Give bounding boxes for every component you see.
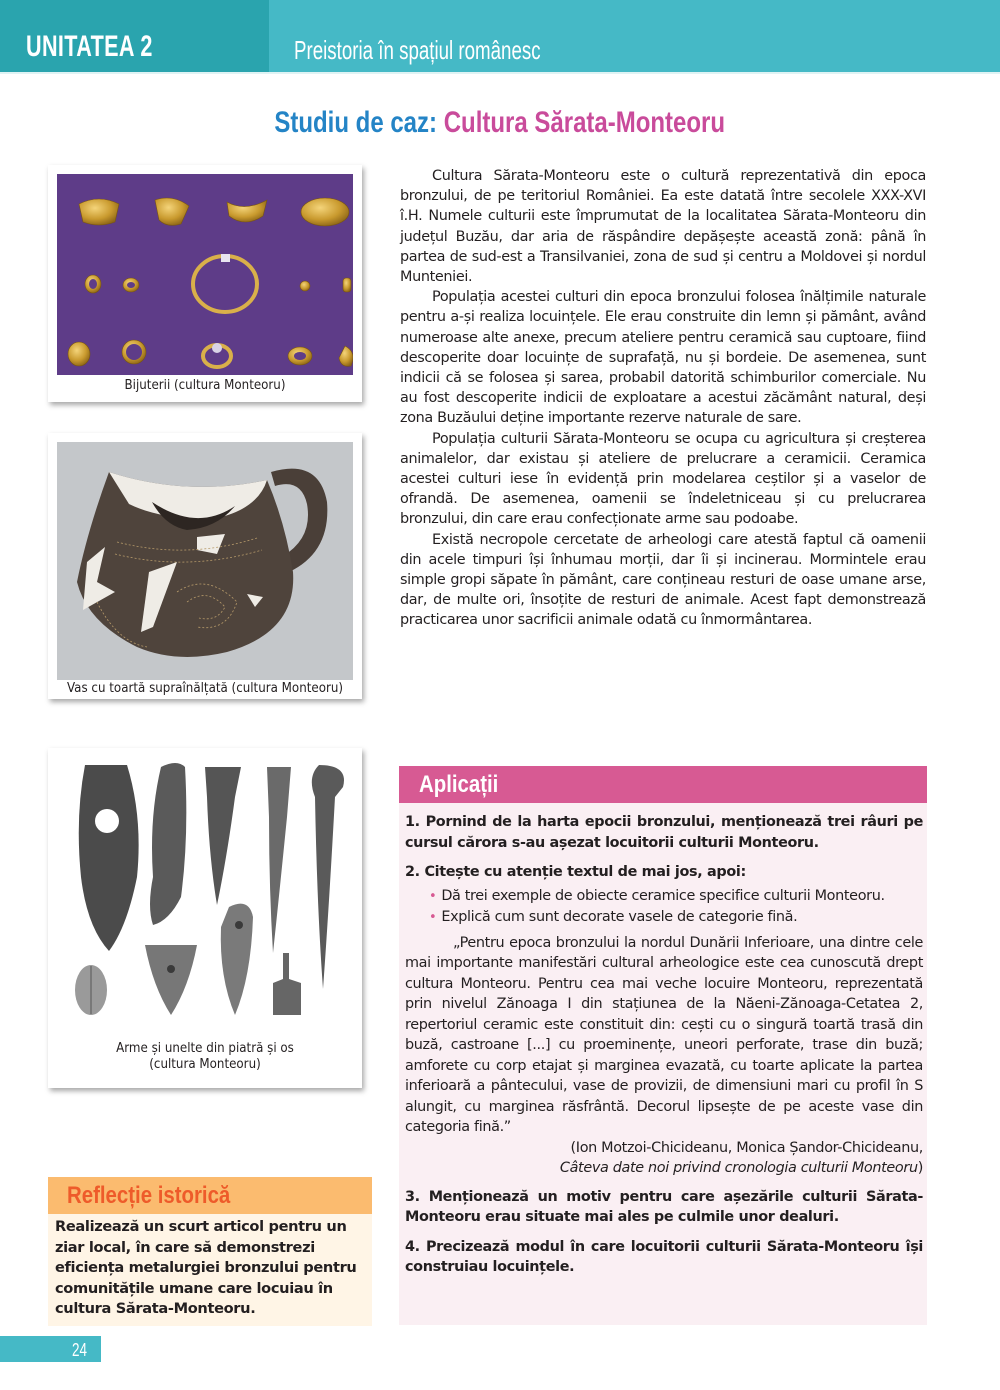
figure-caption: Vas cu toartă supraînălțată (cultura Monteoru) (66, 680, 344, 696)
bullet-icon: • (429, 910, 437, 925)
caption-line-1: Arme și unelte din piatră și os (116, 1040, 294, 1056)
tools-illustration (57, 757, 353, 1037)
reflection-heading: Reflecție istorică (67, 1182, 231, 1209)
question-1: 1. Pornind de la harta epocii bronzului, menționează trei râuri pe cursul cărora s-au așezat locuitorii culturii Monteoru. (405, 814, 923, 851)
jewelry-illustration (57, 174, 353, 375)
source-authors: (Ion Motzoi-Chicideanu, Monica Șandor-Chicideanu, (570, 1139, 923, 1156)
historical-quote (405, 933, 923, 1138)
applications-heading: Aplicații (419, 771, 499, 798)
question-4: 4. Precizează modul în care locuitorii culturii Sărata-Monteoru își construiau locuințele. (405, 1238, 923, 1275)
case-study-text (400, 166, 926, 631)
figure-jewelry (48, 165, 362, 402)
page-number: 24 (72, 1340, 88, 1360)
applications-header (399, 766, 927, 803)
caption-line-2: (cultura Monteoru) (149, 1056, 261, 1072)
tools-drawing (57, 757, 353, 1037)
body-paragraph: Populația acestei culturi din epoca bronzului folosea înălțimile naturale pentru a-și realiza locuințele. Ele erau construite din lemn și pământ, având numeroase alte anexe, precum ateliere pentru ceramică sau cuptoare, fiind descoperite doar locuințe de suprafață, nu și bordeie. De asemenea, sunt indicii că se folosea și sarea, probabil datorită schimburilor comerciale. Nu au fost descoperite indicii de exploatare a acestui zăcământ natural, deși zona Buzăului deține importante rezerve naturale de sare. (400, 289, 926, 427)
body-paragraph: Cultura Sărata-Monteoru este o cultură reprezentativă din epoca bronzului, de pe teritoriul României. Ea este datată între secolele XXX-XVI î.H. Numele culturii este împrumutat de la localitatea Sărata-Monteoru din județul Buzău, dar aria de răspândire depășește această zonă: până în partea de sud-est a Transilvaniei, zona de sud și centru a Moldovei și nordul Munteniei. (400, 168, 926, 286)
source-close: ) (917, 1160, 923, 1176)
page-title (0, 106, 1000, 140)
body-paragraph: Există necropole cercetate de arheologi care atestă faptul că oamenii din acele timpuri își înhumau morții, dar îi și incinerau. Mormintele erau simple gropi săpate în pământ, care conțineau resturi de oase umane arse, dar, de multe ori, însoțite de resturi de animale. Acest fapt demonstrează practicarea unor sacrificii animale odată cu înmormântarea. (400, 531, 926, 629)
figure-caption: Bijuterii (cultura Monteoru) (124, 377, 286, 393)
figure-vessel (48, 433, 362, 699)
vessel-illustration (57, 442, 353, 680)
reflection-text: Realizează un scurt articol pentru un ziar local, în care să demonstrezi eficiența metalurgiei bronzului pentru comunitățile umane care locuiau în cultura Sărata-Monteoru. (55, 1218, 357, 1317)
question-3: 3. Menționează un motiv pentru care așezările culturii Sărata-Monteoru erau situate mai ales pe culmile unor dealuri. (405, 1188, 923, 1225)
task-text: Dă trei exemple de obiecte ceramice specifice culturii Monteoru. (441, 887, 885, 904)
chapter-title: Preistoria în spațiul românesc (294, 35, 541, 65)
quote-source (405, 1138, 923, 1179)
page-header (0, 0, 1000, 72)
task-item (429, 886, 923, 908)
title-prefix: Studiu de caz: (274, 106, 438, 139)
figure-tools (48, 748, 362, 1088)
header-divider (0, 72, 1000, 74)
question-2-tasks (429, 886, 923, 929)
source-title: Câteva date noi privind cronologia culturii Monteoru (559, 1160, 918, 1176)
jewelry-photo (57, 174, 353, 375)
vessel-photo (57, 442, 353, 680)
page-number-tab (0, 1336, 101, 1362)
figure-caption (67, 1040, 343, 1072)
applications-content (405, 812, 923, 1287)
question-2: 2. Citește cu atenție textul de mai jos, apoi: (405, 864, 746, 880)
task-text: Explică cum sunt decorate vasele de categorie fină. (441, 909, 798, 925)
task-item (429, 907, 923, 929)
body-paragraph: Populația culturii Sărata-Monteoru se ocupa cu agricultura și creșterea animalelor, dar existau și ateliere de prelucrare a ceramicii. Ceramica acestei culturi iese în evidență prin modelarea ceștilor și a vaselor de ofrandă. De asemenea, oamenii se îndeletniceau și cu prelucrarea bronzului, din care erau confecționate arme sau podoabe. (400, 430, 926, 528)
unit-label-block (0, 0, 269, 72)
unit-label: UNITATEA 2 (26, 30, 153, 63)
bullet-icon: • (429, 888, 437, 904)
reflection-header (48, 1177, 372, 1214)
quote-text: „Pentru epoca bronzului la nordul Dunării Inferioare, una dintre cele mai importante manifestări cultural arheologice este cea cunoscută drept cultura Monteoru. Pentru cea mai veche locuire Monteoru, reprezentată prin nivelul Zănoaga I din stațiunea de la Năeni-Zănoaga-Cetatea 2, repertoriul ceramic este constituit din: cești cu o singură toartă trasă din buză, castroane [...] cu proeminențe, uneori perforate, trase din buză; amforete cu corp etajat și marginea evazată, cu toarte aplicate la partea inferioară a pântecului, vase de provizii, de dimensiuni mari cu profil în S alungit, cu marginea răsfrântă. Decorul lipsește de pe aceste vase din categoria fină.” (405, 934, 923, 1135)
title-main: Cultura Sărata-Monteoru (444, 106, 726, 139)
